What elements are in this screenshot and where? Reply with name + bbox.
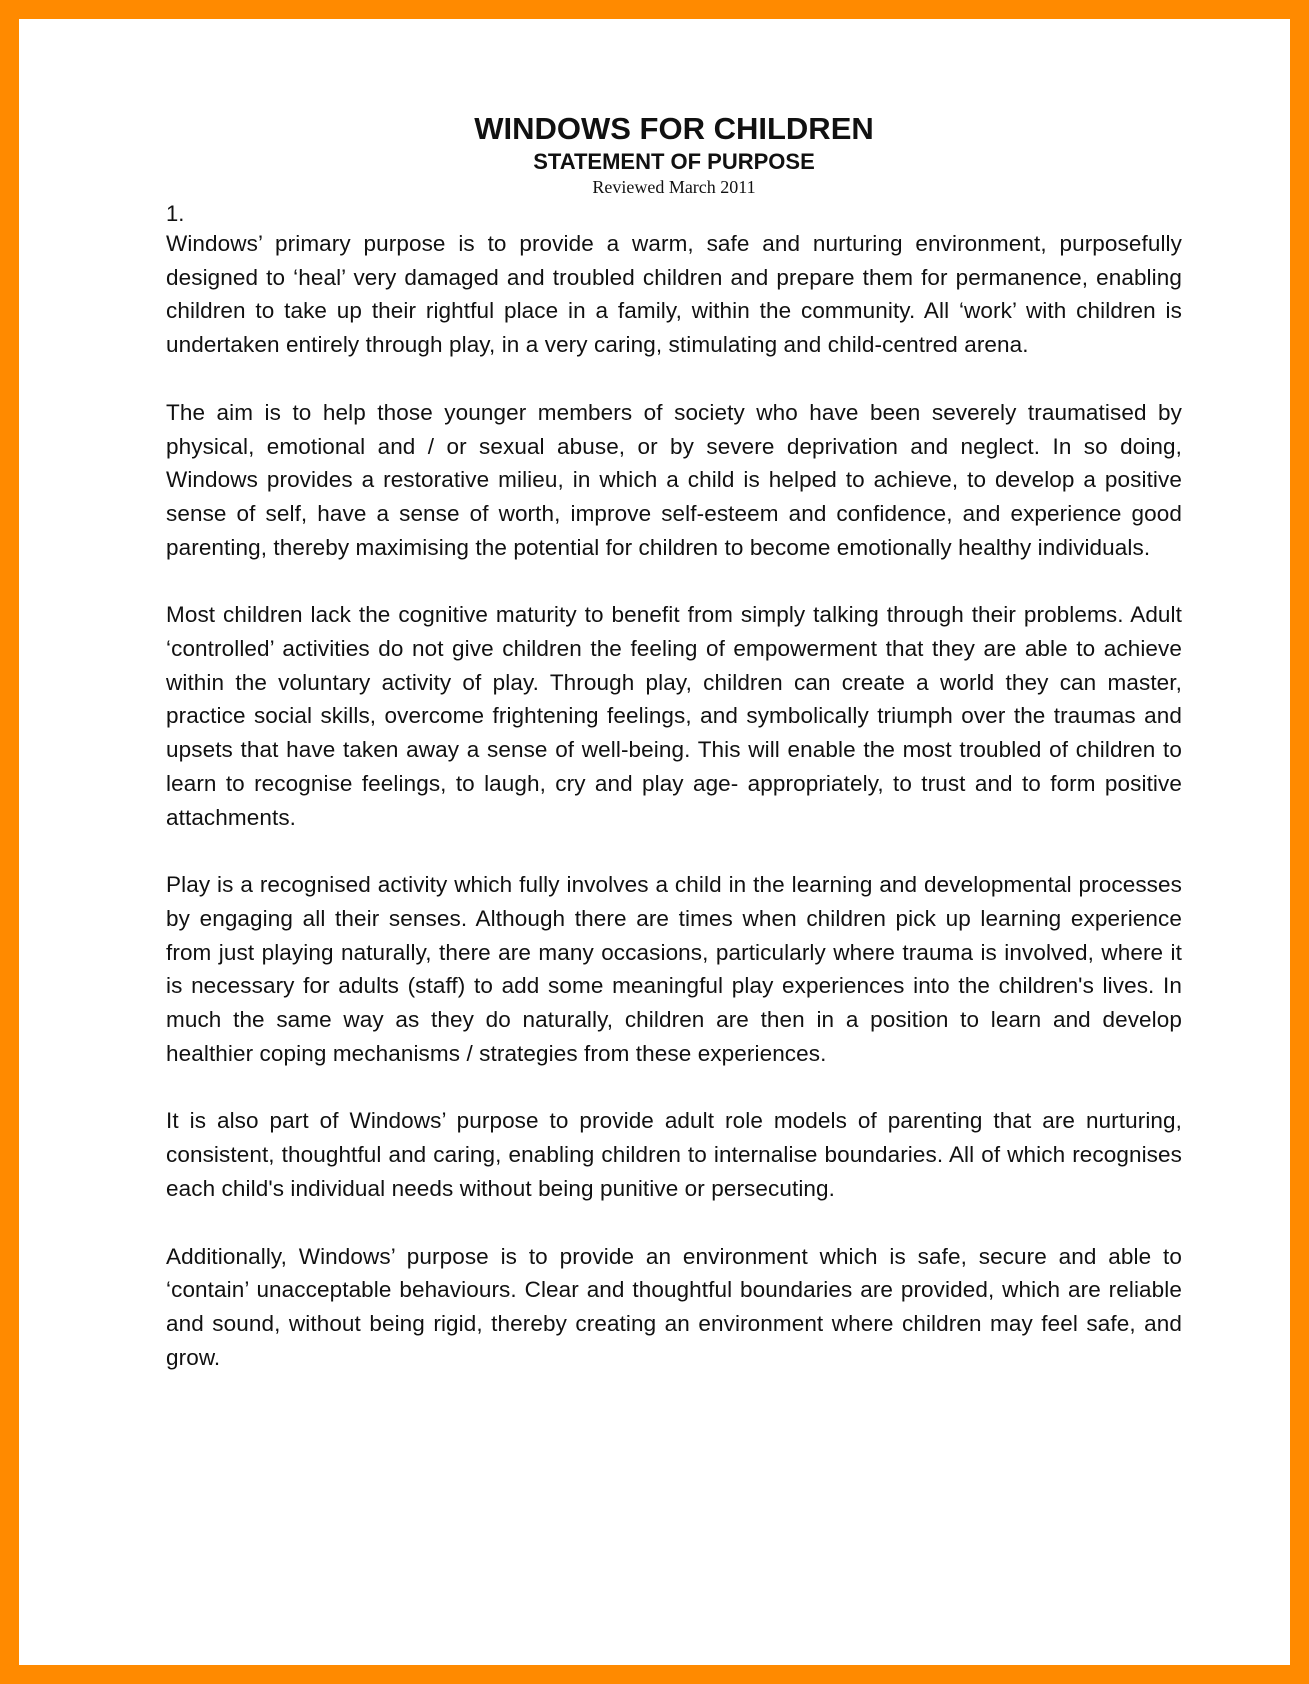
document-body (166, 110, 1182, 1408)
document-subtitle: STATEMENT OF PURPOSE (533, 149, 815, 174)
paragraph-play-activity: Play is a recognised activity which fully involves a child in the learning and developmental processes by engaging all their senses. Although there are times when children pick up learning experience from just playing naturally, there are many occasions, particularly where trauma is involved, where it is necessary for adults (staff) to add some meaningful play experiences into the children's lives. In much the same way as they do naturally, children are then in a position to learn and develop healthier coping mechanisms / strategies from these experiences. (166, 872, 1182, 1066)
paragraph-aim: The aim is to help those younger members of society who have been severely traumatised by physical, emotional and / or sexual abuse, or by severe deprivation and neglect. In so doing, Windows provides a restorative milieu, in which a child is helped to achieve, to develop a positive sense of self, have a sense of worth, improve self-esteem and confidence, and experience good parenting, thereby maximising the potential for children to become emotionally healthy individuals. (166, 399, 1182, 560)
reviewed-date: Reviewed March 2011 (592, 177, 756, 197)
paragraph-cognitive-maturity: Most children lack the cognitive maturity to benefit from simply talking through their problems. Adult ‘controlled’ activities do not give children the feeling of empowerment that they are able to achieve within the voluntary activity of play. Through play, children can create a world they can master, practice social skills, overcome frightening feelings, and symbolically triumph over the traumas and upsets that have taken away a sense of well-being. This will enable the most troubled of children to learn to recognise feelings, to laugh, cry and play age- appropriately, to trust and to form positive attachments. (166, 602, 1182, 830)
paragraph-primary-purpose: Windows’ primary purpose is to provide a warm, safe and nurturing environment, purposefully designed to ‘heal’ very damaged and troubled children and prepare them for permanence, enabling children to take up their rightful place in a family, within the community. All ‘work’ with children is undertaken entirely through play, in a very caring, stimulating and child-centred arena. (166, 231, 1182, 358)
paragraph-role-models: It is also part of Windows’ purpose to provide adult role models of parenting that are nurturing, consistent, thoughtful and caring, enabling children to internalise boundaries. All of which recognises each child's individual needs without being punitive or persecuting. (166, 1108, 1182, 1201)
document-page (19, 19, 1290, 1665)
section-number: 1. (166, 201, 185, 226)
document-title: WINDOWS FOR CHILDREN (474, 111, 874, 146)
paragraph-boundaries: Additionally, Windows’ purpose is to provide an environment which is safe, secure and able to ‘contain’ unacceptable behaviours. Clear and thoughtful boundaries are provided, which are reliable and sound, without being rigid, thereby creating an environment where children may feel safe, and grow. (166, 1243, 1182, 1370)
